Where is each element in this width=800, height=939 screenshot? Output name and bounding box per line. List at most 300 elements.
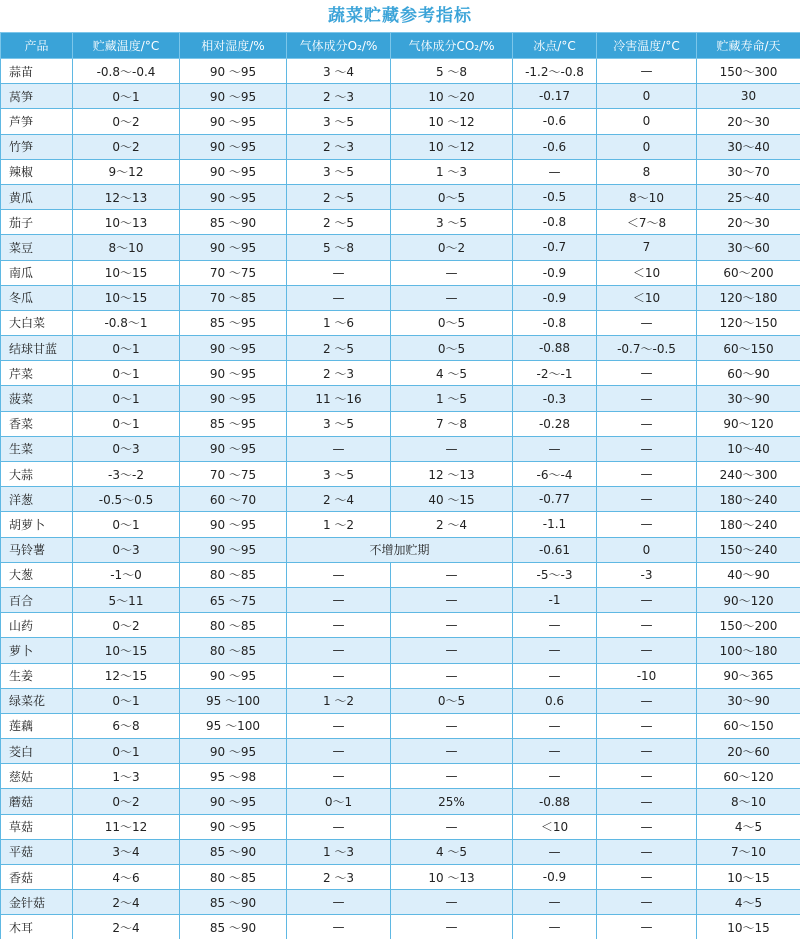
table-cell: ＜10	[597, 285, 697, 310]
table-cell: 10 ～13	[391, 865, 513, 890]
table-cell: 90～120	[697, 411, 800, 436]
table-row	[1, 613, 800, 638]
table-cell: 90 ～95	[180, 361, 287, 386]
table-cell: -1	[513, 587, 597, 612]
table-cell: -0.7	[513, 235, 597, 260]
table-cell: —	[391, 764, 513, 789]
product-name-cell: 莲藕	[1, 713, 73, 738]
table-cell: -1.1	[513, 512, 597, 537]
table-cell: -0.6	[513, 109, 597, 134]
product-name-cell: 平菇	[1, 839, 73, 864]
table-cell: -0.9	[513, 865, 597, 890]
table-cell: -0.5	[513, 184, 597, 209]
product-name-cell: 萝卜	[1, 638, 73, 663]
table-cell: 8～10	[597, 184, 697, 209]
table-cell: 3 ～4	[287, 59, 391, 84]
table-cell: 95 ～100	[180, 688, 287, 713]
product-name-cell: 冬瓜	[1, 285, 73, 310]
product-name-cell: 菠菜	[1, 386, 73, 411]
table-cell: 1 ～6	[287, 310, 391, 335]
table-cell: -0.77	[513, 487, 597, 512]
table-cell: 90 ～95	[180, 159, 287, 184]
table-cell: 100～180	[697, 638, 800, 663]
table-row	[1, 436, 800, 461]
table-cell: -0.8	[513, 210, 597, 235]
table-cell: 2～4	[73, 915, 180, 939]
table-cell: -0.9	[513, 260, 597, 285]
table-cell: —	[287, 739, 391, 764]
table-cell: 30～90	[697, 386, 800, 411]
table-cell: 30～70	[697, 159, 800, 184]
table-cell: 10～13	[73, 210, 180, 235]
table-cell: —	[513, 713, 597, 738]
table-cell: -0.88	[513, 789, 597, 814]
table-row	[1, 587, 800, 612]
table-cell: 6～8	[73, 713, 180, 738]
table-cell: ＜10	[597, 260, 697, 285]
table-cell: 1～3	[73, 764, 180, 789]
product-name-cell: 山药	[1, 613, 73, 638]
table-cell: 90 ～95	[180, 336, 287, 361]
table-cell: -0.3	[513, 386, 597, 411]
table-cell: —	[513, 839, 597, 864]
table-cell: 1 ～2	[287, 512, 391, 537]
table-row	[1, 285, 800, 310]
table-cell: 0～2	[73, 789, 180, 814]
table-cell: 10～15	[73, 638, 180, 663]
product-name-cell: 黄瓜	[1, 184, 73, 209]
table-cell: 90 ～95	[180, 134, 287, 159]
table-row	[1, 915, 800, 939]
table-cell: 8	[597, 159, 697, 184]
table-cell: —	[597, 436, 697, 461]
column-header: 贮藏温度/°C	[73, 33, 180, 59]
table-cell: —	[287, 713, 391, 738]
table-cell: 3～4	[73, 839, 180, 864]
table-row	[1, 235, 800, 260]
table-cell: 80 ～85	[180, 613, 287, 638]
table-cell: —	[513, 663, 597, 688]
table-cell: 11 ～16	[287, 386, 391, 411]
table-cell: -2～-1	[513, 361, 597, 386]
table-cell: 3 ～5	[391, 210, 513, 235]
table-cell: 85 ～90	[180, 890, 287, 915]
table-cell: —	[597, 613, 697, 638]
table-cell: —	[597, 688, 697, 713]
table-cell: 60～200	[697, 260, 800, 285]
column-header: 产品	[1, 33, 73, 59]
column-header: 气体成分CO₂/%	[391, 33, 513, 59]
product-name-cell: 辣椒	[1, 159, 73, 184]
table-cell: 0	[597, 109, 697, 134]
table-cell: 85 ～90	[180, 210, 287, 235]
product-name-cell: 大蒜	[1, 462, 73, 487]
table-cell: —	[513, 159, 597, 184]
table-cell: 10 ～12	[391, 109, 513, 134]
table-cell: 8～10	[697, 789, 800, 814]
table-cell: 12～15	[73, 663, 180, 688]
table-cell: -0.61	[513, 537, 597, 562]
table-cell: —	[287, 638, 391, 663]
table-cell: 0～2	[73, 613, 180, 638]
product-name-cell: 香菇	[1, 865, 73, 890]
table-row	[1, 336, 800, 361]
table-cell: —	[513, 638, 597, 663]
table-cell: 90 ～95	[180, 814, 287, 839]
table-cell: 60～90	[697, 361, 800, 386]
table-cell: 0～3	[73, 436, 180, 461]
header-row	[1, 33, 800, 59]
table-cell: —	[513, 915, 597, 939]
product-name-cell: 竹笋	[1, 134, 73, 159]
table-cell: 80 ～85	[180, 865, 287, 890]
table-cell: 5 ～8	[391, 59, 513, 84]
table-row	[1, 663, 800, 688]
product-name-cell: 慈姑	[1, 764, 73, 789]
table-cell: —	[597, 361, 697, 386]
table-cell: -0.8	[513, 310, 597, 335]
table-cell: 95 ～100	[180, 713, 287, 738]
table-cell: 2～4	[73, 890, 180, 915]
table-cell: 20～30	[697, 109, 800, 134]
table-cell: 85 ～90	[180, 915, 287, 939]
product-name-cell: 生菜	[1, 436, 73, 461]
table-cell: —	[597, 59, 697, 84]
table-cell: —	[597, 865, 697, 890]
table-cell: 3 ～5	[287, 462, 391, 487]
table-cell: 85 ～95	[180, 411, 287, 436]
table-cell: 3 ～5	[287, 109, 391, 134]
table-cell: 0	[597, 537, 697, 562]
table-cell: 20～60	[697, 739, 800, 764]
table-cell: 12～13	[73, 184, 180, 209]
table-row	[1, 361, 800, 386]
table-cell: -0.9	[513, 285, 597, 310]
product-name-cell: 生姜	[1, 663, 73, 688]
table-cell: 0～3	[73, 537, 180, 562]
table-cell: 90～365	[697, 663, 800, 688]
table-row	[1, 789, 800, 814]
table-cell: —	[597, 839, 697, 864]
table-cell: 不增加贮期	[287, 537, 513, 562]
table-row	[1, 184, 800, 209]
product-name-cell: 香菜	[1, 411, 73, 436]
product-name-cell: 金针菇	[1, 890, 73, 915]
table-cell: -1～0	[73, 562, 180, 587]
product-name-cell: 马铃薯	[1, 537, 73, 562]
table-cell: 0～1	[73, 386, 180, 411]
table-cell: 90 ～95	[180, 109, 287, 134]
table-cell: -0.5～0.5	[73, 487, 180, 512]
table-row	[1, 865, 800, 890]
table-cell: 4 ～5	[391, 361, 513, 386]
table-row	[1, 890, 800, 915]
table-cell: 85 ～95	[180, 310, 287, 335]
table-cell: 90 ～95	[180, 789, 287, 814]
table-cell: -0.8～-0.4	[73, 59, 180, 84]
table-cell: 0～5	[391, 184, 513, 209]
table-cell: 9～12	[73, 159, 180, 184]
page-title: 蔬菜贮藏参考指标	[328, 6, 472, 26]
table-cell: 0～1	[73, 512, 180, 537]
table-cell: —	[513, 764, 597, 789]
table-cell: —	[287, 663, 391, 688]
table-row	[1, 84, 800, 109]
table-cell: —	[287, 436, 391, 461]
table-cell: 70 ～75	[180, 462, 287, 487]
table-cell: 90 ～95	[180, 184, 287, 209]
table-cell: 11～12	[73, 814, 180, 839]
table-cell: 60 ～70	[180, 487, 287, 512]
table-cell: —	[287, 587, 391, 612]
table-cell: -1.2～-0.8	[513, 59, 597, 84]
table-cell: 90 ～95	[180, 739, 287, 764]
table-cell: 60～120	[697, 764, 800, 789]
table-cell: 2 ～4	[391, 512, 513, 537]
table-cell: 180～240	[697, 487, 800, 512]
table-cell: 10～15	[73, 260, 180, 285]
table-cell: -0.17	[513, 84, 597, 109]
table-cell: -3～-2	[73, 462, 180, 487]
table-cell: 0～1	[73, 739, 180, 764]
product-name-cell: 南瓜	[1, 260, 73, 285]
table-cell: 90 ～95	[180, 663, 287, 688]
product-name-cell: 菜豆	[1, 235, 73, 260]
table-cell: 4～6	[73, 865, 180, 890]
table-cell: —	[391, 562, 513, 587]
table-cell: —	[391, 663, 513, 688]
table-cell: 90～120	[697, 587, 800, 612]
table-cell: 2 ～3	[287, 84, 391, 109]
table-row	[1, 537, 800, 562]
product-name-cell: 蒜苗	[1, 59, 73, 84]
table-cell: —	[287, 915, 391, 939]
table-cell: 95 ～98	[180, 764, 287, 789]
table-cell: 10 ～20	[391, 84, 513, 109]
product-name-cell: 木耳	[1, 915, 73, 939]
product-name-cell: 胡萝卜	[1, 512, 73, 537]
table-cell: 5 ～8	[287, 235, 391, 260]
table-cell: 8～10	[73, 235, 180, 260]
product-name-cell: 茭白	[1, 739, 73, 764]
table-cell: 7 ～8	[391, 411, 513, 436]
storage-table	[0, 32, 800, 939]
table-cell: —	[597, 713, 697, 738]
table-row	[1, 713, 800, 738]
product-name-cell: 茄子	[1, 210, 73, 235]
table-cell: 90 ～95	[180, 537, 287, 562]
table-cell: —	[391, 638, 513, 663]
table-cell: 180～240	[697, 512, 800, 537]
table-row	[1, 487, 800, 512]
table-cell: 1 ～3	[391, 159, 513, 184]
table-cell: 1 ～5	[391, 386, 513, 411]
table-cell: 0～2	[73, 134, 180, 159]
product-name-cell: 大葱	[1, 562, 73, 587]
table-cell: 20～30	[697, 210, 800, 235]
table-cell: 7	[597, 235, 697, 260]
table-cell: 2 ～4	[287, 487, 391, 512]
product-name-cell: 大白菜	[1, 310, 73, 335]
table-cell: —	[513, 613, 597, 638]
product-name-cell: 绿菜花	[1, 688, 73, 713]
table-cell: 2 ～5	[287, 336, 391, 361]
table-cell: 3 ～5	[287, 159, 391, 184]
table-row	[1, 739, 800, 764]
table-cell: 10～15	[697, 915, 800, 939]
table-row	[1, 462, 800, 487]
table-cell: 0	[597, 84, 697, 109]
table-cell: —	[513, 890, 597, 915]
table-cell: —	[287, 562, 391, 587]
table-cell: 0～1	[73, 411, 180, 436]
table-cell: 30～40	[697, 134, 800, 159]
table-cell: —	[597, 587, 697, 612]
table-cell: —	[597, 512, 697, 537]
column-header: 气体成分O₂/%	[287, 33, 391, 59]
table-cell: —	[597, 890, 697, 915]
table-cell: 0～2	[73, 109, 180, 134]
table-cell: —	[597, 739, 697, 764]
table-cell: 25～40	[697, 184, 800, 209]
table-body	[1, 59, 800, 939]
table-cell: 90 ～95	[180, 59, 287, 84]
column-header: 相对湿度/%	[180, 33, 287, 59]
table-row	[1, 310, 800, 335]
table-cell: —	[391, 713, 513, 738]
table-cell: 10 ～12	[391, 134, 513, 159]
table-cell: 90 ～95	[180, 386, 287, 411]
table-cell: —	[391, 915, 513, 939]
table-cell: —	[391, 285, 513, 310]
table-row	[1, 134, 800, 159]
table-cell: 2 ～3	[287, 134, 391, 159]
table-cell: 2 ～3	[287, 361, 391, 386]
table-cell: —	[287, 890, 391, 915]
column-header: 冷害温度/°C	[597, 33, 697, 59]
table-cell: —	[287, 814, 391, 839]
table-cell: -10	[597, 663, 697, 688]
table-cell: 40～90	[697, 562, 800, 587]
table-cell: -5～-3	[513, 562, 597, 587]
table-cell: 60～150	[697, 336, 800, 361]
table-row	[1, 386, 800, 411]
table-row	[1, 688, 800, 713]
table-row	[1, 638, 800, 663]
table-cell: 1 ～2	[287, 688, 391, 713]
product-name-cell: 芹菜	[1, 361, 73, 386]
table-cell: 60～150	[697, 713, 800, 738]
table-cell: -6～-4	[513, 462, 597, 487]
table-row	[1, 512, 800, 537]
table-cell: 0～1	[287, 789, 391, 814]
table-cell: 90 ～95	[180, 84, 287, 109]
table-cell: —	[287, 764, 391, 789]
table-cell: 0～1	[73, 688, 180, 713]
table-cell: 1 ～3	[287, 839, 391, 864]
table-cell: —	[287, 613, 391, 638]
product-name-cell: 百合	[1, 587, 73, 612]
table-cell: —	[513, 436, 597, 461]
table-cell: 5～11	[73, 587, 180, 612]
table-cell: —	[597, 386, 697, 411]
table-cell: 90 ～95	[180, 512, 287, 537]
product-name-cell: 蘑菇	[1, 789, 73, 814]
column-header: 贮藏寿命/天	[697, 33, 800, 59]
table-row	[1, 109, 800, 134]
table-cell: 120～150	[697, 310, 800, 335]
table-cell: 0.6	[513, 688, 597, 713]
table-cell: 65 ～75	[180, 587, 287, 612]
table-cell: 0～5	[391, 336, 513, 361]
table-row	[1, 814, 800, 839]
table-cell: 30	[697, 84, 800, 109]
table-cell: —	[597, 310, 697, 335]
table-cell: -0.8～1	[73, 310, 180, 335]
table-cell: 0	[597, 134, 697, 159]
table-cell: 150～240	[697, 537, 800, 562]
table-cell: 10～15	[73, 285, 180, 310]
table-cell: 2 ～5	[287, 210, 391, 235]
table-cell: —	[391, 587, 513, 612]
table-cell: —	[391, 890, 513, 915]
product-name-cell: 洋葱	[1, 487, 73, 512]
product-name-cell: 结球甘蓝	[1, 336, 73, 361]
table-cell: 30～60	[697, 235, 800, 260]
table-cell: —	[287, 260, 391, 285]
table-cell: 30～90	[697, 688, 800, 713]
table-cell: 80 ～85	[180, 638, 287, 663]
table-cell: 10～40	[697, 436, 800, 461]
table-row	[1, 159, 800, 184]
table-cell: 120～180	[697, 285, 800, 310]
table-cell: 0～5	[391, 310, 513, 335]
table-cell: —	[391, 814, 513, 839]
product-name-cell: 莴笋	[1, 84, 73, 109]
table-cell: 150～300	[697, 59, 800, 84]
table-row	[1, 839, 800, 864]
table-cell: —	[597, 462, 697, 487]
table-cell: 25%	[391, 789, 513, 814]
table-cell: -3	[597, 562, 697, 587]
table-cell: 150～200	[697, 613, 800, 638]
table-cell: -0.28	[513, 411, 597, 436]
table-cell: 10～15	[697, 865, 800, 890]
table-cell: 80 ～85	[180, 562, 287, 587]
product-name-cell: 芦笋	[1, 109, 73, 134]
table-cell: 0～1	[73, 336, 180, 361]
table-cell: 70 ～75	[180, 260, 287, 285]
table-cell: 4～5	[697, 814, 800, 839]
table-cell: 90 ～95	[180, 436, 287, 461]
table-cell: 0～1	[73, 361, 180, 386]
table-cell: —	[597, 915, 697, 939]
table-cell: ＜10	[513, 814, 597, 839]
table-cell: 0～2	[391, 235, 513, 260]
table-row	[1, 562, 800, 587]
table-cell: -0.7～-0.5	[597, 336, 697, 361]
table-row	[1, 764, 800, 789]
table-cell: —	[597, 487, 697, 512]
table-row	[1, 210, 800, 235]
table-cell: —	[391, 436, 513, 461]
table-cell: -0.88	[513, 336, 597, 361]
table-cell: 90 ～95	[180, 235, 287, 260]
table-cell: —	[287, 285, 391, 310]
product-name-cell: 草菇	[1, 814, 73, 839]
table-cell: 0～5	[391, 688, 513, 713]
table-cell: 4～5	[697, 890, 800, 915]
